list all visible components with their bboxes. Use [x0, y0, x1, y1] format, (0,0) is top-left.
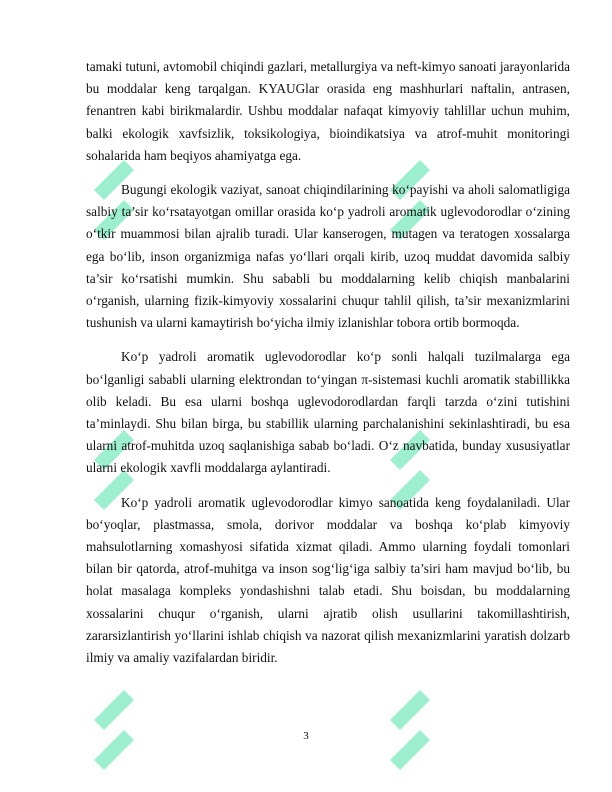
paragraph-aromatic-stability: Ko‘p yadroli aromatik uglevodorodlar ko‘p sonli halqali tuzilmalarga ega bo‘lganligi sababli ularning elektrondan to‘yingan π-sistemasi kuchli aromatik stabillikka olib keladi. Bu esa ularni boshqa uglevodorodlardan farqli tarzda o‘zini tutishini ta’minlaydi. Shu bilan birga, bu stabillik ularning parchalanishini sekinlashtiradi, bu esa ularni atrof-muhitda uzoq saqlanishiga sabab bo‘ladi. O‘z navbatida, bunday xususiyatlar ularni ekologik xavfli moddalarga aylantiradi.	[86, 349, 570, 476]
paragraph-continuation: tamaki tutuni, avtomobil chiqindi gazlari, metallurgiya va neft-kimyo sanoati jarayonlarida bu moddalar keng tarqalgan. KYAUGlar orasida eng mashhurlari naftalin, antrasen, fenantren kabi birikmalardir. Ushbu moddalar nafaqat kimyoviy tahlillar uchun muhim, balki ekologik xavfsizlik, toksikologiya, bioindikatsiya va atrof-muhit monitoringi sohalarida ham beqiyos ahamiyatga ega.	[86, 59, 570, 163]
paragraph-industrial-use: Ko‘p yadroli aromatik uglevodorodlar kimyo sanoatida keng foydalaniladi. Ular bo‘yoqlar, plastmassa, smola, dorivor moddalar va boshqa ko‘plab kimyoviy mahsulotlarning xomashyosi sifatida xizmat qiladi. Ammo ularning foydali tomonlari bilan bir qatorda, atrof-muhitga va inson sog‘lig‘iga salbiy ta’siri ham mavjud bo‘lib, bu holat masalaga kompleks yondashishni talab etadi. Shu boisdan, bu moddalarning xossalarini chuqur o‘rganish, ularni ajratib olish usullarini takomillashtirish, zararsizlantirish yo‘llarini ishlab chiqish va nazorat qilish mexanizmlarini yaratish dolzarb ilmiy va amaliy vazifalardan biridir.	[86, 494, 570, 666]
paragraph-ecological-situation: Bugungi ekologik vaziyat, sanoat chiqindilarining ko‘payishi va aholi salomatligiga salbiy ta’sir ko‘rsatayotgan omillar orasida ko‘p yadroli aromatik uglevodorodlar o‘zining o‘tkir muammosi bilan ajralib turadi. Ular kanserogen, mutagen va teratogen xossalarga ega bo‘lib, inson organizmiga nafas yo‘llari orqali kirib, uzoq muddat davomida salbiy ta’sir ko‘rsatishi mumkin. Shu sababli bu moddalarning kelib chiqish manbalarini o‘rganish, ularning fizik-kimyoviy xossalarini chuqur tahlil qilish, ta’sir mexanizmlarini tushunish va ularni kamaytirish bo‘yicha ilmiy izlanishlar tobora ortib bormoqda.	[86, 182, 570, 331]
body-text	[86, 56, 570, 681]
page-number: 3	[303, 730, 309, 742]
